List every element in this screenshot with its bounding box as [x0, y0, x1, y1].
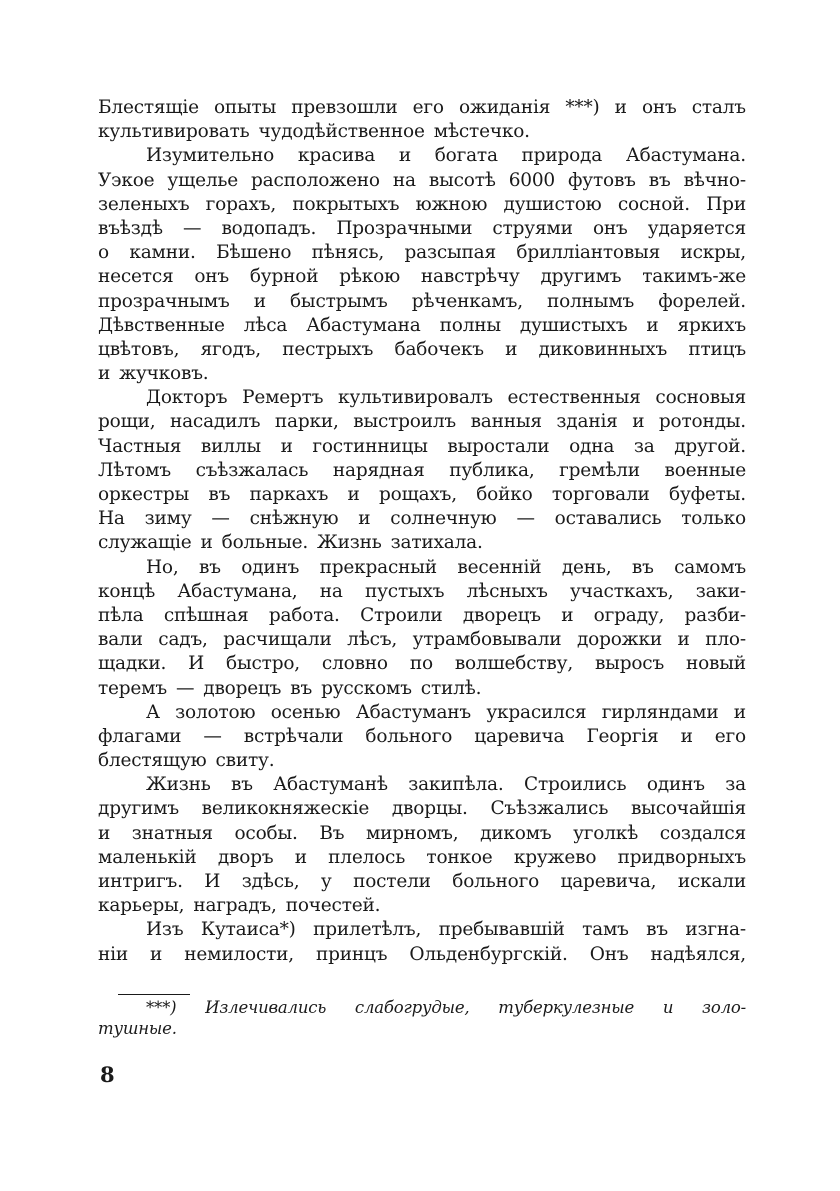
text-line	[98, 169, 746, 193]
text-line	[98, 556, 746, 580]
text-line	[98, 120, 746, 144]
word: чудодѣйственное	[258, 121, 425, 143]
word: уголкѣ	[573, 822, 639, 844]
word: душистыхъ	[519, 314, 628, 336]
text-line	[98, 96, 746, 120]
word: пребывавшій	[438, 919, 565, 941]
word: и	[677, 629, 690, 651]
word: Уэкое	[98, 169, 155, 191]
word: царевича	[474, 725, 565, 747]
word: и	[347, 484, 360, 505]
word: участкахъ,	[570, 580, 674, 602]
word: виллы	[200, 435, 261, 457]
word: русскомъ	[321, 677, 412, 699]
footnote	[98, 997, 746, 1039]
word: придворныхъ	[617, 846, 746, 868]
word: Онъ	[589, 943, 629, 965]
word: бабочекъ	[394, 338, 484, 360]
word: опыты	[213, 97, 277, 118]
word: постели	[353, 871, 431, 892]
word: спѣшная	[163, 604, 249, 626]
word: —	[203, 725, 222, 747]
word: на	[319, 580, 343, 602]
word: Абастумана,	[177, 580, 298, 602]
word: въ	[646, 919, 668, 941]
word: за	[633, 435, 655, 457]
word: и	[280, 435, 293, 457]
text-line	[98, 773, 746, 797]
word: Изумительно	[146, 145, 275, 167]
word: новый	[685, 653, 746, 675]
text-line	[98, 290, 746, 314]
text-line	[98, 894, 746, 918]
word: красива	[297, 145, 376, 167]
word: рѣкою	[339, 266, 401, 288]
word: тамъ	[582, 919, 629, 941]
word: у	[320, 871, 332, 892]
word: бойко	[476, 484, 533, 505]
word: высотѣ	[428, 169, 496, 191]
word: служащіе	[98, 532, 192, 554]
word: и	[680, 725, 693, 747]
word: и	[733, 701, 746, 723]
word: цвѣтовъ,	[98, 338, 180, 360]
text-line	[98, 241, 746, 265]
word: дикомъ	[480, 822, 552, 844]
word: расположено	[251, 169, 380, 191]
word: въ	[208, 484, 231, 505]
word: закипѣла.	[408, 774, 504, 796]
word: А	[146, 701, 160, 723]
word: культивировать	[98, 121, 250, 143]
word: онъ	[194, 266, 229, 288]
word: стилѣ.	[420, 677, 482, 699]
word: принцъ	[316, 943, 388, 965]
word: —	[211, 508, 230, 530]
word: зеленыхъ	[98, 193, 190, 215]
word: водопадъ.	[221, 217, 317, 239]
word: насадилъ	[169, 411, 261, 433]
word: тонкое	[426, 846, 493, 868]
word: Георгія	[586, 725, 659, 747]
word: его	[714, 725, 746, 747]
word: кружево	[513, 846, 597, 868]
word: ванныя	[470, 411, 542, 433]
word: и	[358, 508, 371, 530]
word: по	[409, 653, 433, 675]
word: утрамбовывали	[412, 629, 562, 651]
text-line	[98, 507, 746, 531]
word: Абастуманѣ	[273, 774, 388, 796]
word: въ	[290, 677, 313, 699]
text-line	[98, 701, 746, 725]
word: и	[200, 532, 213, 554]
word: диковинныхъ	[538, 338, 668, 360]
word: вали	[98, 629, 143, 651]
text-line	[98, 265, 746, 289]
word: наградъ,	[193, 895, 277, 917]
word: жучковъ.	[119, 363, 209, 385]
word: ніи	[98, 943, 128, 965]
word: искали	[677, 871, 746, 892]
word: 6000	[508, 169, 555, 191]
word: и	[398, 145, 411, 167]
word: При	[706, 193, 746, 215]
word: Абастумана	[306, 314, 421, 336]
word: Блестящіе	[98, 97, 199, 118]
text-line	[98, 628, 746, 652]
word: царевича,	[560, 871, 657, 892]
word: быстро,	[226, 653, 300, 675]
word: Но,	[146, 556, 179, 578]
word: здѣсь,	[241, 871, 300, 892]
word: золотою	[175, 701, 256, 723]
text-line	[98, 483, 746, 507]
word: Бѣшено	[216, 242, 292, 264]
text-line	[98, 410, 746, 434]
text-line	[98, 749, 746, 773]
word: Въ	[319, 822, 345, 844]
word: оставались	[554, 508, 662, 530]
word: полнымъ	[547, 290, 635, 312]
word: концѣ	[98, 580, 156, 602]
word: осенью	[270, 701, 341, 723]
word: нарядная	[332, 459, 425, 481]
word: торговали	[551, 484, 650, 505]
word: и	[632, 411, 645, 433]
word: ***)	[565, 97, 600, 118]
word: слабогрудые,	[354, 998, 470, 1017]
word: и	[614, 97, 627, 118]
word: природа	[521, 145, 603, 167]
word: теремъ	[98, 677, 167, 699]
word: выстроилъ	[353, 411, 457, 433]
word: парки,	[274, 411, 339, 433]
word: заки-	[695, 580, 746, 602]
word: Съѣзжались	[490, 798, 609, 820]
word: Докторъ	[146, 387, 228, 409]
word: создался	[659, 822, 746, 844]
word: о	[98, 242, 109, 264]
word: высочайшія	[630, 798, 746, 820]
word: Ольденбургскій.	[409, 943, 568, 965]
word: карьеры,	[98, 895, 185, 917]
word: зданія	[556, 411, 618, 433]
word: украсился	[486, 701, 587, 723]
word: и	[561, 604, 574, 626]
text-line	[98, 725, 746, 749]
word: гремѣли	[559, 459, 640, 481]
word: лѣса	[243, 314, 288, 336]
word: плелось	[328, 846, 406, 868]
word: золо-	[702, 998, 746, 1017]
word: дворецъ	[203, 677, 282, 699]
word: вѣчно-	[683, 169, 746, 191]
word: на	[392, 169, 416, 191]
word: душистою	[503, 193, 602, 215]
word: день,	[561, 556, 612, 578]
word: свиту.	[215, 750, 275, 772]
word: несется	[98, 266, 174, 288]
word: южною	[415, 193, 488, 215]
word: въѣздѣ	[98, 217, 163, 239]
page-number: 8	[100, 1062, 115, 1087]
word: —	[175, 677, 195, 699]
word: въ	[631, 556, 654, 578]
word: больные.	[221, 532, 309, 554]
word: культивировалъ	[338, 387, 493, 409]
word: публика,	[449, 459, 535, 481]
word: искры,	[680, 242, 746, 264]
word: зиму	[144, 508, 192, 530]
word: ограду,	[593, 604, 665, 626]
word: особы.	[234, 822, 298, 844]
word: богата	[434, 145, 498, 167]
word: покрытыхъ	[292, 193, 400, 215]
word: —	[182, 217, 202, 239]
text-line	[98, 677, 746, 701]
word: ожиданія	[458, 97, 551, 118]
word: онъ	[641, 97, 677, 118]
word: рощахъ,	[378, 484, 457, 505]
text-line	[98, 797, 746, 821]
text-line	[98, 846, 746, 870]
word: сталъ	[691, 97, 746, 118]
word: прозрачнымъ	[98, 290, 230, 312]
word: и	[150, 943, 163, 965]
word: прилетѣлъ,	[313, 919, 422, 941]
word: навстрѣчу	[420, 266, 520, 288]
word: въ	[648, 169, 671, 191]
word: паркахъ	[249, 484, 329, 505]
word: птицъ	[688, 338, 746, 360]
word: лѣсныхъ	[466, 580, 548, 602]
word: полны	[439, 314, 501, 336]
word: блестящую	[98, 750, 207, 772]
word: рѣченкамъ,	[411, 290, 523, 312]
word: превзошли	[291, 97, 398, 118]
word: и	[505, 338, 518, 360]
word: одинъ	[646, 774, 705, 796]
word: быстрымъ	[289, 290, 388, 312]
word: Дѣвственные	[98, 314, 225, 336]
word: разби-	[684, 604, 746, 626]
word: въ	[231, 774, 253, 796]
word: Кутаиса*)	[200, 919, 296, 941]
word: бурной	[249, 266, 319, 288]
text-line	[98, 531, 746, 555]
word: изгна-	[685, 919, 746, 941]
word: за	[725, 774, 746, 796]
word: съѣзжалась	[195, 459, 309, 481]
word: сосной.	[617, 193, 690, 215]
word: работа.	[268, 604, 340, 626]
word: рощи,	[98, 411, 156, 433]
word: въ	[199, 556, 221, 578]
word: естественныя	[507, 387, 641, 409]
word: выросъ	[594, 653, 665, 675]
word: и	[662, 998, 674, 1017]
word: только	[681, 508, 746, 530]
word: гирляндами	[601, 701, 719, 723]
word: весенній	[457, 556, 542, 578]
word: щадки.	[98, 653, 167, 675]
text-line	[98, 193, 746, 217]
word: И	[188, 653, 205, 675]
text-line	[98, 580, 746, 604]
word: онъ	[592, 217, 628, 239]
word: больного	[365, 725, 453, 747]
word: —	[516, 508, 535, 530]
word: лѣсъ,	[347, 629, 398, 651]
word: пестрыхъ	[282, 338, 374, 360]
word: Строились	[523, 774, 627, 796]
footnote-divider	[118, 994, 190, 995]
word: дорожки	[576, 629, 662, 651]
word: такимъ-же	[642, 266, 746, 288]
word: Частныя	[98, 435, 182, 457]
word: тушные.	[98, 1019, 177, 1038]
word: почестей.	[285, 895, 381, 917]
text-line	[98, 459, 746, 483]
word: Лѣтомъ	[98, 459, 171, 481]
word: разсыпая	[404, 242, 496, 264]
text-line	[98, 435, 746, 459]
word: его	[412, 97, 444, 118]
word: яркихъ	[677, 314, 746, 336]
word: Жизнь	[146, 774, 211, 796]
word: и	[294, 846, 307, 868]
word: и	[98, 822, 111, 844]
word: знатныя	[131, 822, 213, 844]
word: Абастуманъ	[355, 701, 471, 723]
word: и	[98, 363, 111, 385]
word: Жизнь	[317, 532, 382, 554]
word: ударяется	[647, 217, 746, 239]
word: самомъ	[674, 556, 746, 578]
text-line	[98, 338, 746, 362]
text-line	[98, 997, 746, 1018]
word: футовъ	[568, 169, 636, 191]
word: немилости,	[184, 943, 294, 965]
word: снѣжную	[249, 508, 339, 530]
word: другимъ	[540, 266, 622, 288]
word: форелей.	[658, 290, 746, 312]
text-line	[98, 870, 746, 894]
text-line	[98, 822, 746, 846]
word: великокняжескіе	[201, 798, 370, 820]
word: одна	[569, 435, 615, 457]
word: Прозрачными	[336, 217, 473, 239]
word: дворъ	[217, 846, 274, 868]
word: гостинницы	[312, 435, 428, 457]
word: мирномъ,	[365, 822, 459, 844]
word: выростали	[447, 435, 550, 457]
word: пѣнясь,	[311, 242, 385, 264]
word: словно	[321, 653, 388, 675]
word: Изъ	[146, 919, 184, 941]
word: пѣла	[98, 604, 144, 626]
text-line	[98, 314, 746, 338]
word: И	[204, 871, 221, 892]
word: ягодъ,	[200, 338, 261, 360]
word: туберкулезные	[498, 998, 635, 1017]
word: солнечную	[390, 508, 497, 530]
word: Излечивались	[205, 998, 327, 1017]
word: одинъ	[241, 556, 300, 578]
word: дворцы.	[391, 798, 468, 820]
word: прекрасный	[319, 556, 437, 578]
word: горахъ,	[205, 193, 277, 215]
word: волшебству,	[454, 653, 574, 675]
word: другимъ	[98, 798, 179, 820]
word: встрѣчали	[243, 725, 344, 747]
body-text	[98, 96, 746, 967]
text-line	[98, 386, 746, 410]
word: интригъ.	[98, 871, 183, 892]
word: На	[98, 508, 125, 530]
word: другой.	[674, 435, 746, 457]
text-line	[98, 1018, 746, 1039]
word: брилліантовыя	[516, 242, 661, 264]
word: маленькій	[98, 846, 197, 868]
word: Абастумана.	[625, 145, 746, 167]
word: Строили	[360, 604, 443, 626]
text-line	[98, 144, 746, 168]
word: ***)	[146, 998, 177, 1017]
word: Ремертъ	[242, 387, 324, 409]
word: буфеты.	[669, 484, 746, 505]
text-line	[98, 362, 746, 386]
text-line	[98, 918, 746, 942]
text-line	[98, 604, 746, 628]
word: военные	[664, 459, 746, 481]
word: ущелье	[167, 169, 239, 191]
word: и	[253, 290, 266, 312]
word: надѣялся,	[650, 943, 746, 965]
text-line	[98, 943, 746, 967]
word: сосновыя	[655, 387, 746, 409]
word: и	[646, 314, 659, 336]
word: ротонды.	[658, 411, 746, 433]
word: дворецъ	[462, 604, 541, 626]
word: флагами	[98, 725, 182, 747]
text-line	[98, 652, 746, 676]
word: пло-	[705, 629, 746, 651]
word: оркестры	[98, 484, 190, 505]
word: больного	[452, 871, 540, 892]
word: затихала.	[390, 532, 483, 554]
word: струями	[492, 217, 573, 239]
text-line	[98, 217, 746, 241]
word: мѣстечко.	[433, 121, 530, 143]
word: расчищали	[223, 629, 332, 651]
word: садъ,	[158, 629, 208, 651]
word: пустыхъ	[364, 580, 445, 602]
word: камни.	[129, 242, 196, 264]
